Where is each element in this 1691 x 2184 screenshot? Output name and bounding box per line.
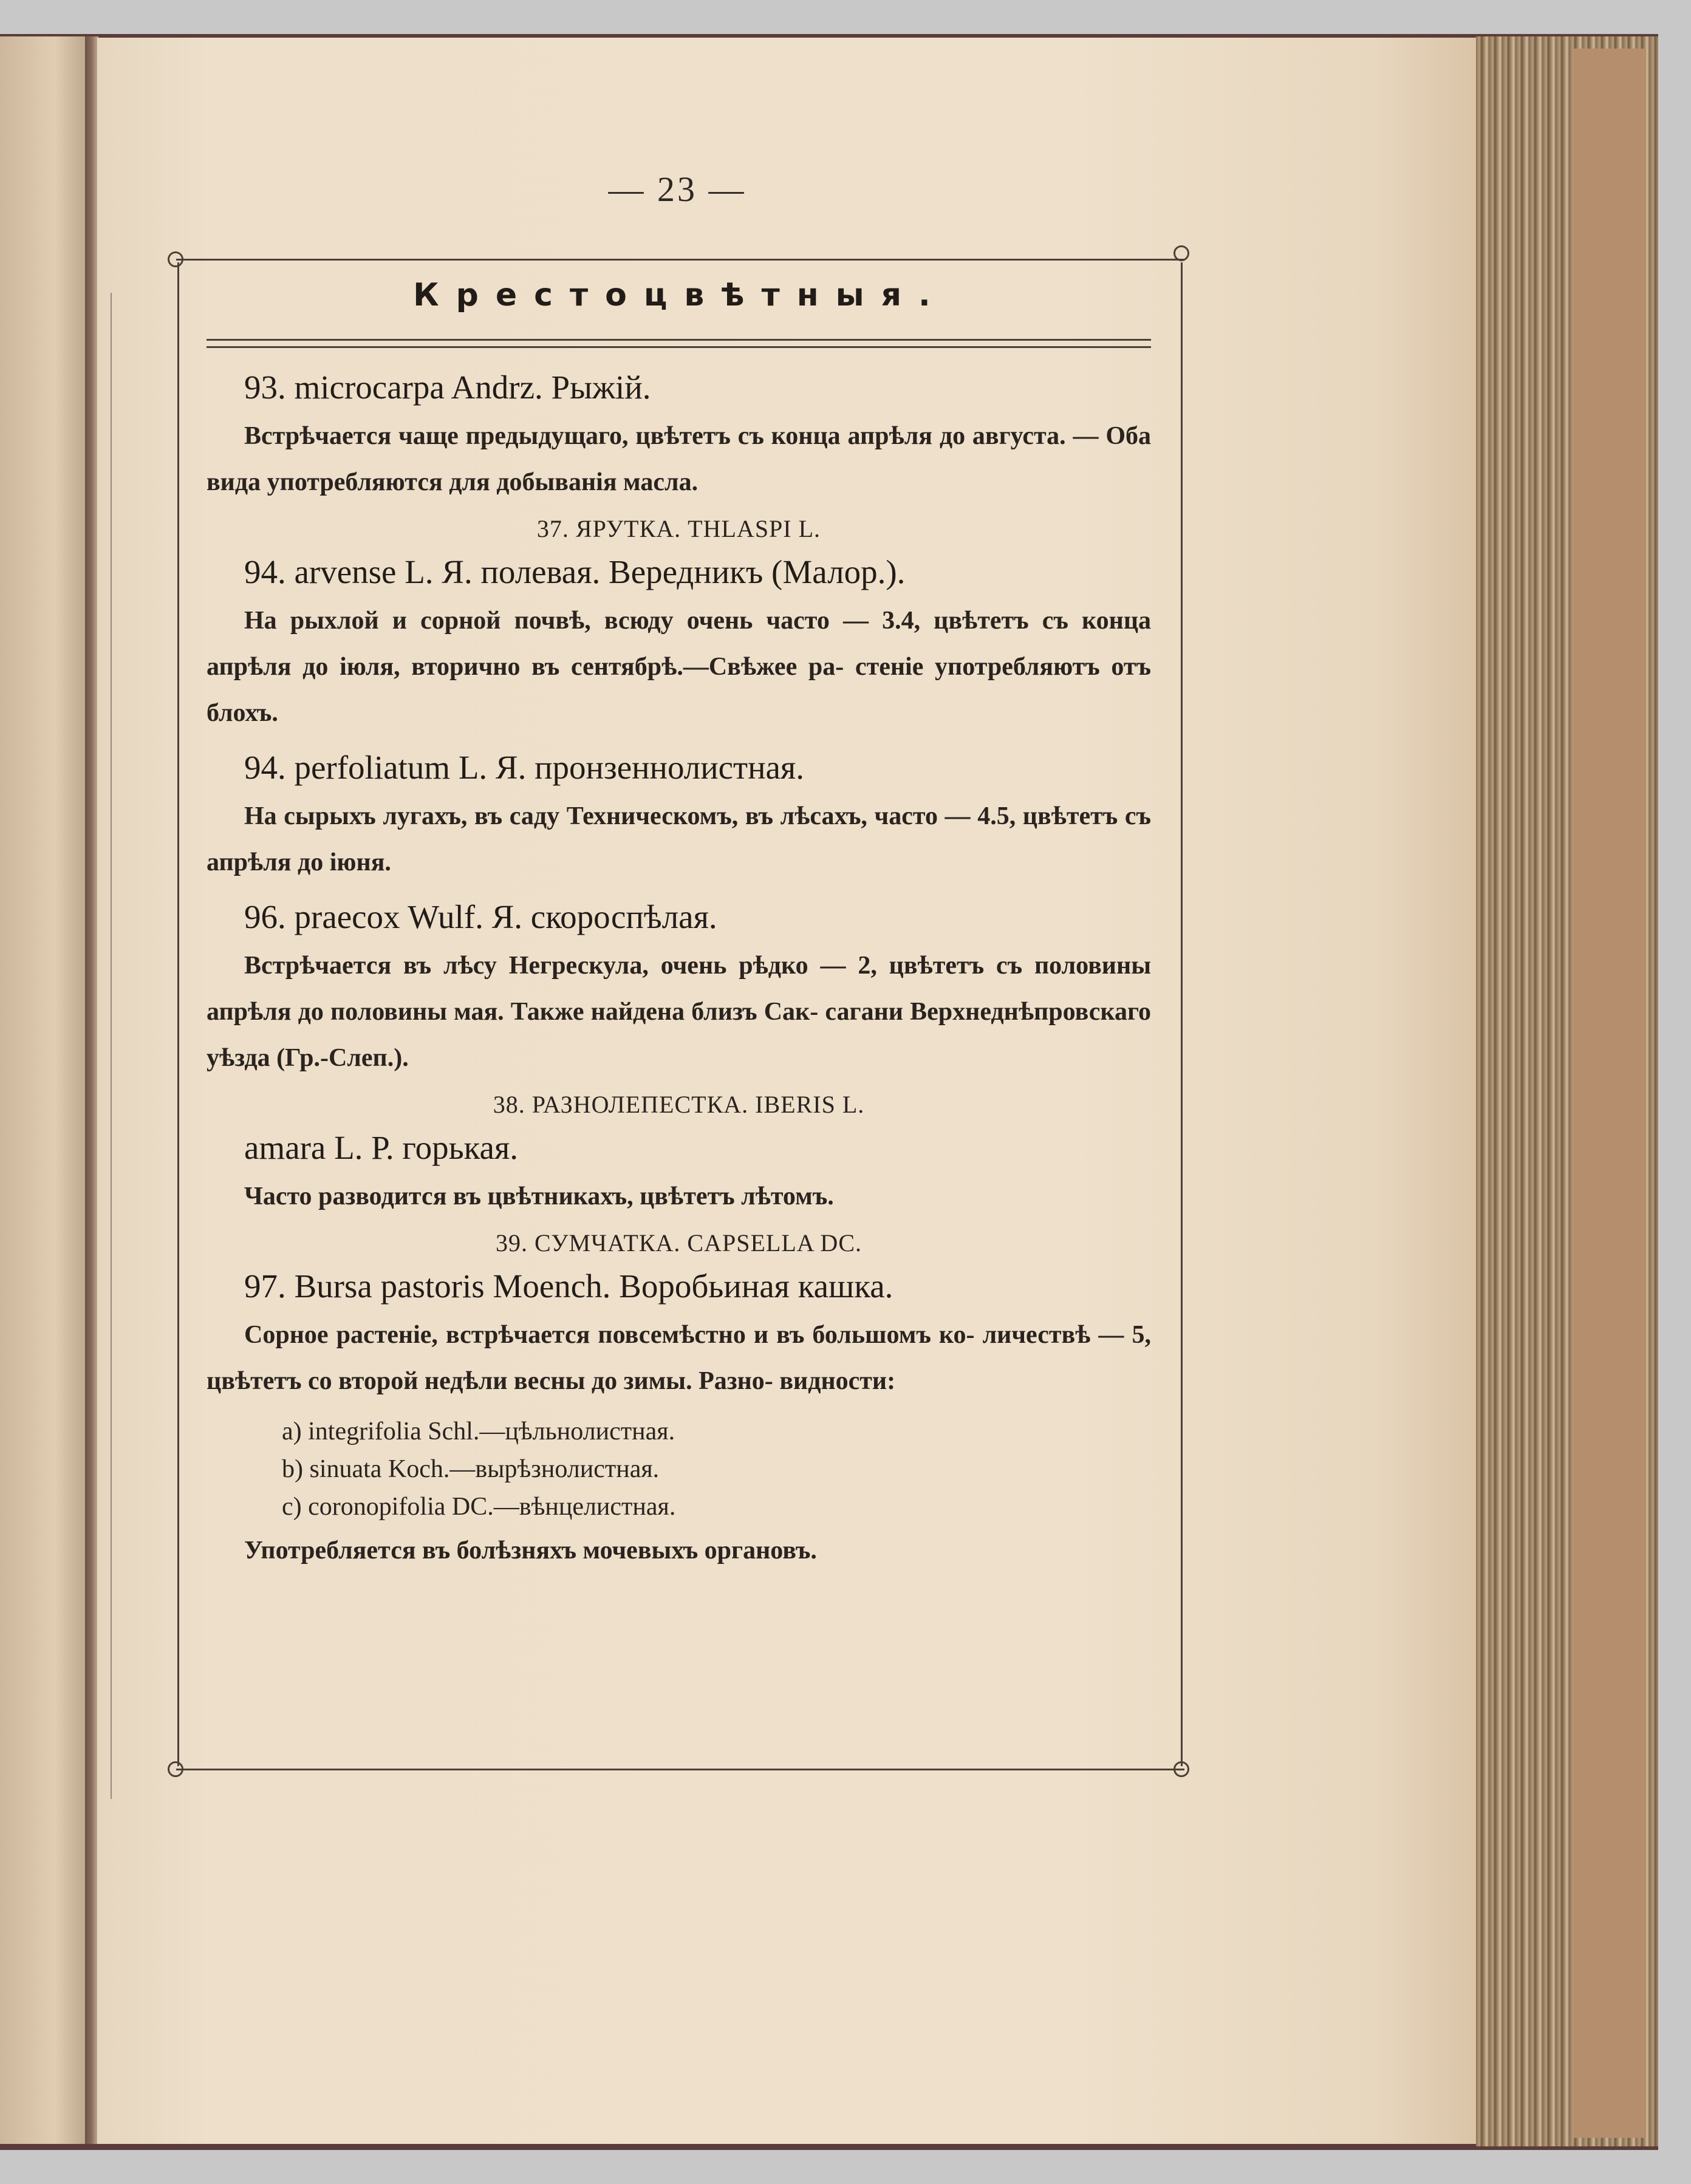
text-line: августа. — Оба вида употребляются для добыванія масла. [207, 422, 1151, 496]
genus-heading: 39. СУМЧАТКА. CAPSELLA DC. [495, 1229, 862, 1257]
text-line: личествѣ — 5, цвѣтетъ со второй недѣли весны до зимы. Разно- [207, 1321, 1152, 1395]
page-content [207, 364, 1151, 1572]
corner-ornament-icon [1173, 1761, 1189, 1777]
text-line: Встрѣчается въ лѣсу Негрескула, очень рѣдко — 2, цвѣтетъ [244, 952, 985, 980]
corner-ornament-icon [168, 251, 183, 267]
species-description [207, 1173, 1151, 1220]
text-line: Встрѣчается чаще предыдущаго, цвѣтетъ съ конца апрѣля до [244, 422, 966, 450]
species-heading: 97. Bursa pastoris Moench. Воробьиная кашка. [244, 1268, 893, 1305]
text-line: стеніе употребляютъ отъ блохъ. [207, 653, 1151, 727]
left-page-edge [0, 36, 91, 2144]
species-description [207, 793, 1151, 886]
corner-ornament-icon [1173, 245, 1189, 261]
species-heading: amara L. Р. горькая. [244, 1129, 519, 1166]
title-rule [207, 339, 1151, 341]
text-line: На рыхлой и сорной почвѣ, всюду очень часто — 3.4, цвѣтетъ [244, 607, 1029, 635]
text-line: Часто разводится въ цвѣтникахъ, цвѣтетъ лѣтомъ. [244, 1182, 834, 1210]
species-description [207, 1312, 1151, 1404]
title-rule [207, 346, 1151, 348]
frame-right-rule [1181, 262, 1183, 1766]
species-description [207, 598, 1151, 736]
book-gutter [85, 36, 98, 2144]
species-description [207, 413, 1151, 505]
text-line: На сырыхъ лугахъ, въ саду Техническомъ, въ лѣсахъ, часто — [244, 802, 971, 830]
genus-heading: 38. РАЗНОЛЕПЕСТКА. IBERIS L. [493, 1091, 865, 1118]
species-description [207, 943, 1151, 1081]
frame-bottom-rule [176, 1769, 1184, 1770]
usage-note: Употребляется въ болѣзняхъ мочевыхъ органовъ. [244, 1537, 817, 1565]
page-block-edge-right [1573, 49, 1646, 2138]
genus-heading: 37. ЯРУТКА. THLASPI L. [536, 515, 821, 542]
species-heading: 96. praecox Wulf. Я. скороспѣлая. [244, 898, 717, 935]
text-line: 4.5, цвѣтетъ съ апрѣля до іюня. [207, 802, 1152, 876]
species-heading: 94. perfoliatum L. Я. пронзеннолистная. [244, 749, 804, 786]
page-number: — 23 — [608, 169, 746, 209]
variety-item: a) integrifolia Schl.—цѣльнолистная. [282, 1418, 675, 1445]
frame-top-rule [176, 259, 1184, 261]
variety-item: c) coronopifolia DC.—вѣнцелистная. [282, 1493, 676, 1521]
left-margin-rule [111, 293, 112, 1799]
text-line: Сорное растеніе, встрѣчается повсемѣстно и въ большомъ ко- [244, 1321, 975, 1349]
species-heading: 93. microcarpa Andrz. Рыжій. [244, 369, 651, 406]
corner-ornament-icon [168, 1761, 183, 1777]
text-line: съ половины апрѣля до половины мая. Также найдена близъ Сак- [207, 952, 1151, 1026]
text-line: съ конца апрѣля до іюля, вторично въ сентябрѣ.—Свѣжее ра- [207, 607, 1152, 681]
family-title: Крестоцвѣтныя. [413, 277, 948, 313]
frame-left-rule [177, 262, 179, 1766]
species-heading: 94. arvense L. Я. полевая. Вередникъ (Малор.). [244, 553, 906, 590]
text-line: сагани Верхнеднѣпровскаго уѣзда (Гр.-Слеп.). [207, 998, 1151, 1072]
variety-item: b) sinuata Koch.—вырѣзнолистная. [282, 1455, 660, 1483]
text-line: видности: [779, 1367, 896, 1395]
